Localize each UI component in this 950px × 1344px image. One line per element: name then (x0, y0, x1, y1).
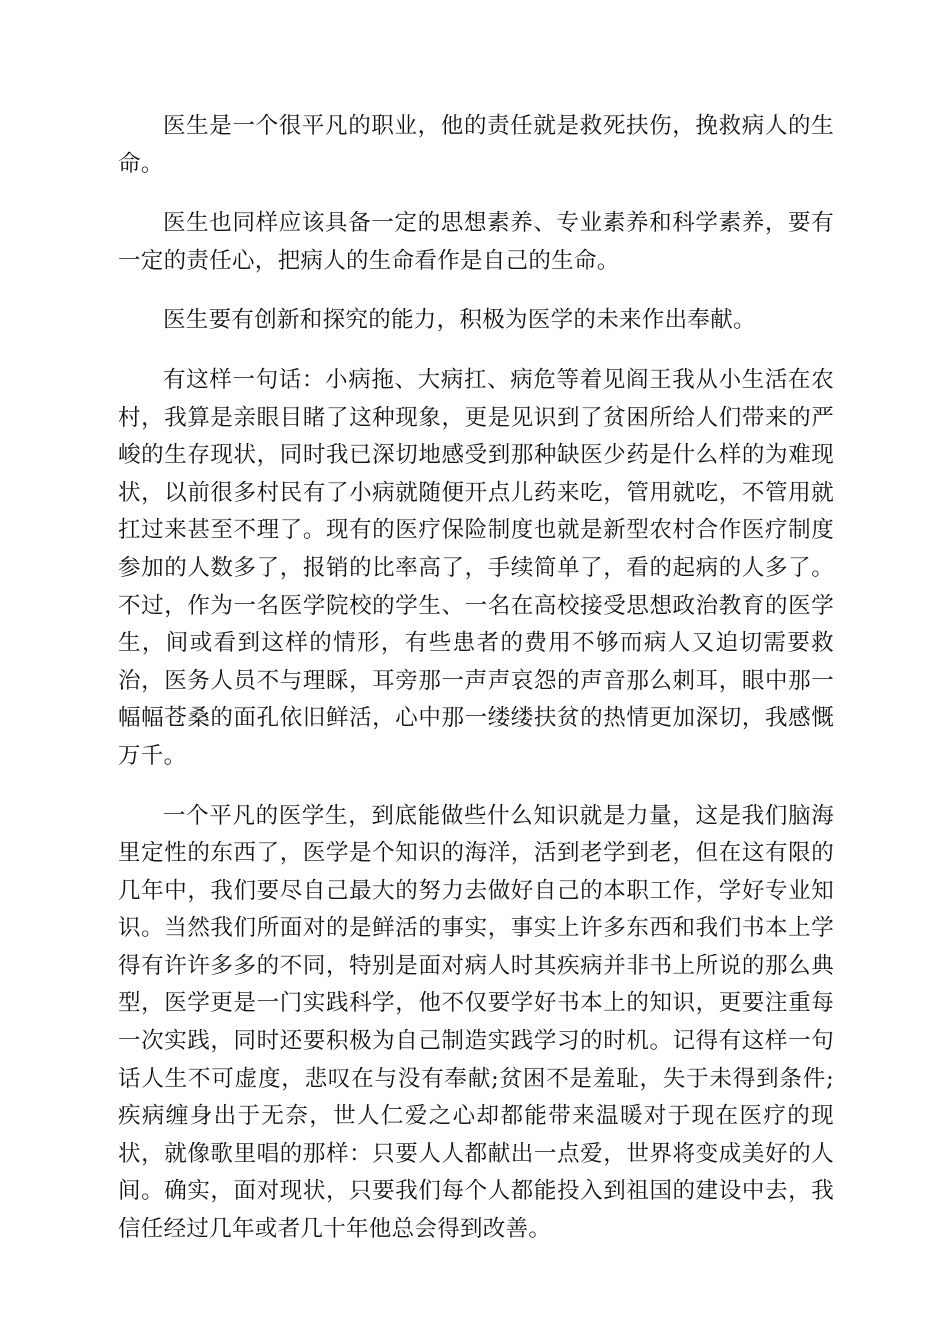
paragraph-1: 医生是一个很平凡的职业，他的责任就是救死扶伤，挽救病人的生命。 (118, 113, 834, 177)
paragraph-3: 医生要有创新和探究的能力，积极为医学的未来作出奉献。 (163, 307, 756, 334)
paragraph-4: 有这样一句话：小病拖、大病扛、病危等着见阎王我从小生活在农村，我算是亲眼目睹了这种现象，更是见识到了贫困所给人们带来的严峻的生存现状，同时我已深切地感受到那种缺医少药是什么样的为难现状，以前很多村民有了小病就随便开点儿药来吃，管用就吃，不管用就扛过来甚至不理了。现有的医疗保险制度也就是新型农村合作医疗制度参加的人数多了，报销的比率高了，手续简单了，看的起病的人多了。不过，作为一名医学院校的学生、一名在高校接受思想政治教育的医学生，间或看到这样的情形，有些患者的费用不够而病人又迫切需要救治，医务人员不与理睬，耳旁那一声声哀怨的声音那么刺耳，眼中那一幅幅苍桑的面孔依旧鲜活，心中那一缕缕扶贫的热情更加深切，我感慨万千。 (118, 366, 834, 769)
paragraph-5: 一个平凡的医学生，到底能做些什么知识就是力量，这是我们脑海里定性的东西了，医学是个知识的海洋，活到老学到老，但在这有限的几年中，我们要尽自己最大的努力去做好自己的本职工作，学好专业知识。当然我们所面对的是鲜活的事实，事实上许多东西和我们书本上学得有许许多多的不同，特别是面对病人时其疾病并非书上所说的那么典型，医学更是一门实践科学，他不仅要学好书本上的知识，更要注重每一次实践，同时还要积极为自己制造实践学习的时机。记得有这样一句话人生不可虚度，悲叹在与没有奉献;贫困不是羞耻，失于未得到条件;疾病缠身出于无奈，世人仁爱之心却都能带来温暖对于现在医疗的现状，就像歌里唱的那样：只要人人都献出一点爱，世界将变成美好的人间。确实，面对现状，只要我们每个人都能投入到祖国的建设中去，我信任经过几年或者几十年他总会得到改善。 (118, 802, 834, 1243)
document-body (118, 108, 834, 1271)
paragraph-2: 医生也同样应该具备一定的思想素养、专业素养和科学素养，要有一定的责任心，把病人的生命看作是自己的生命。 (118, 210, 834, 274)
